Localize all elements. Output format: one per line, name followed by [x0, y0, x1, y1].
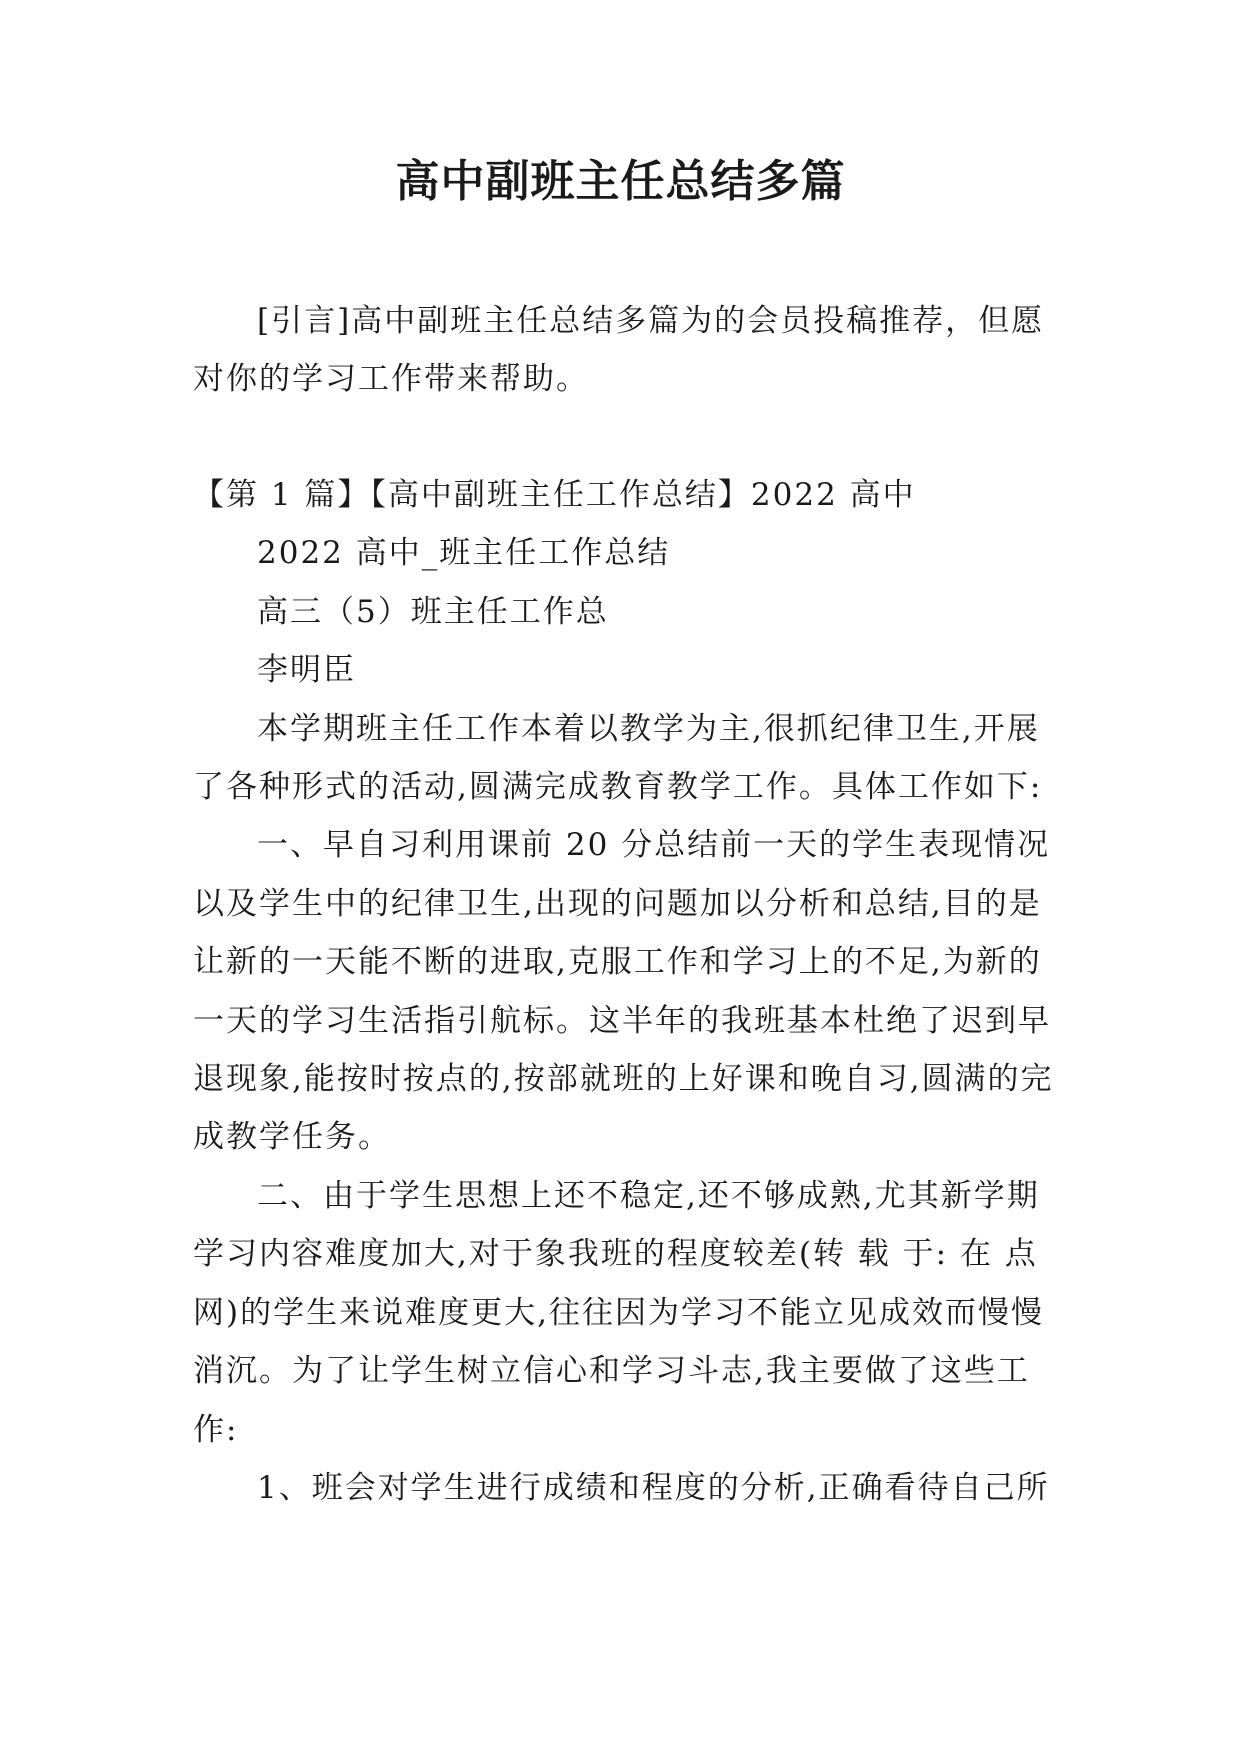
body-paragraph: 一、早自习利用课前 20 分总结前一天的学生表现情况以及学生中的纪律卫生,出现的问题加以分析和总结,目的是让新的一天能不断的进取,克服工作和学习上的不足,为新的一天的学习生活指引航标。这半年的我班基本杜绝了迟到早退现象,能按时按点的,按部就班的上好课和晚自习,圆满的完成教学任务。 — [193, 827, 1054, 1156]
body-paragraph: 本学期班主任工作本着以教学为主,很抓纪律卫生,开展了各种形式的活动,圆满完成教育教学工作。具体工作如下: — [193, 710, 1043, 806]
body-paragraph: 1、班会对学生进行成绩和程度的分析,正确看待自己所 — [257, 1469, 1050, 1506]
body-paragraph: 高三（5）班主任工作总 — [257, 593, 609, 630]
document-body — [193, 466, 1055, 1517]
intro-paragraph: [引言]高中副班主任总结多篇为的会员投稿推荐，但愿对你的学习工作带来帮助。 — [193, 303, 1045, 398]
body-paragraph: 2022 高中_班主任工作总结 — [257, 535, 671, 572]
document-title: 高中副班主任总结多篇 — [395, 156, 846, 207]
body-paragraph: 二、由于学生思想上还不稳定,还不够成熟,尤其新学期学习内容难度加大,对于象我班的程度较差(转 载 于: 在 点 网)的学生来说难度更大,往往因为学习不能立见成效而慢慢消沉。为了让学生树立信心和学习斗志,我主要做了这些工作: — [193, 1177, 1044, 1448]
author-name: 李明臣 — [257, 652, 356, 689]
section-heading: 【第 1 篇】【高中副班主任工作总结】2022 高中 — [193, 477, 916, 513]
